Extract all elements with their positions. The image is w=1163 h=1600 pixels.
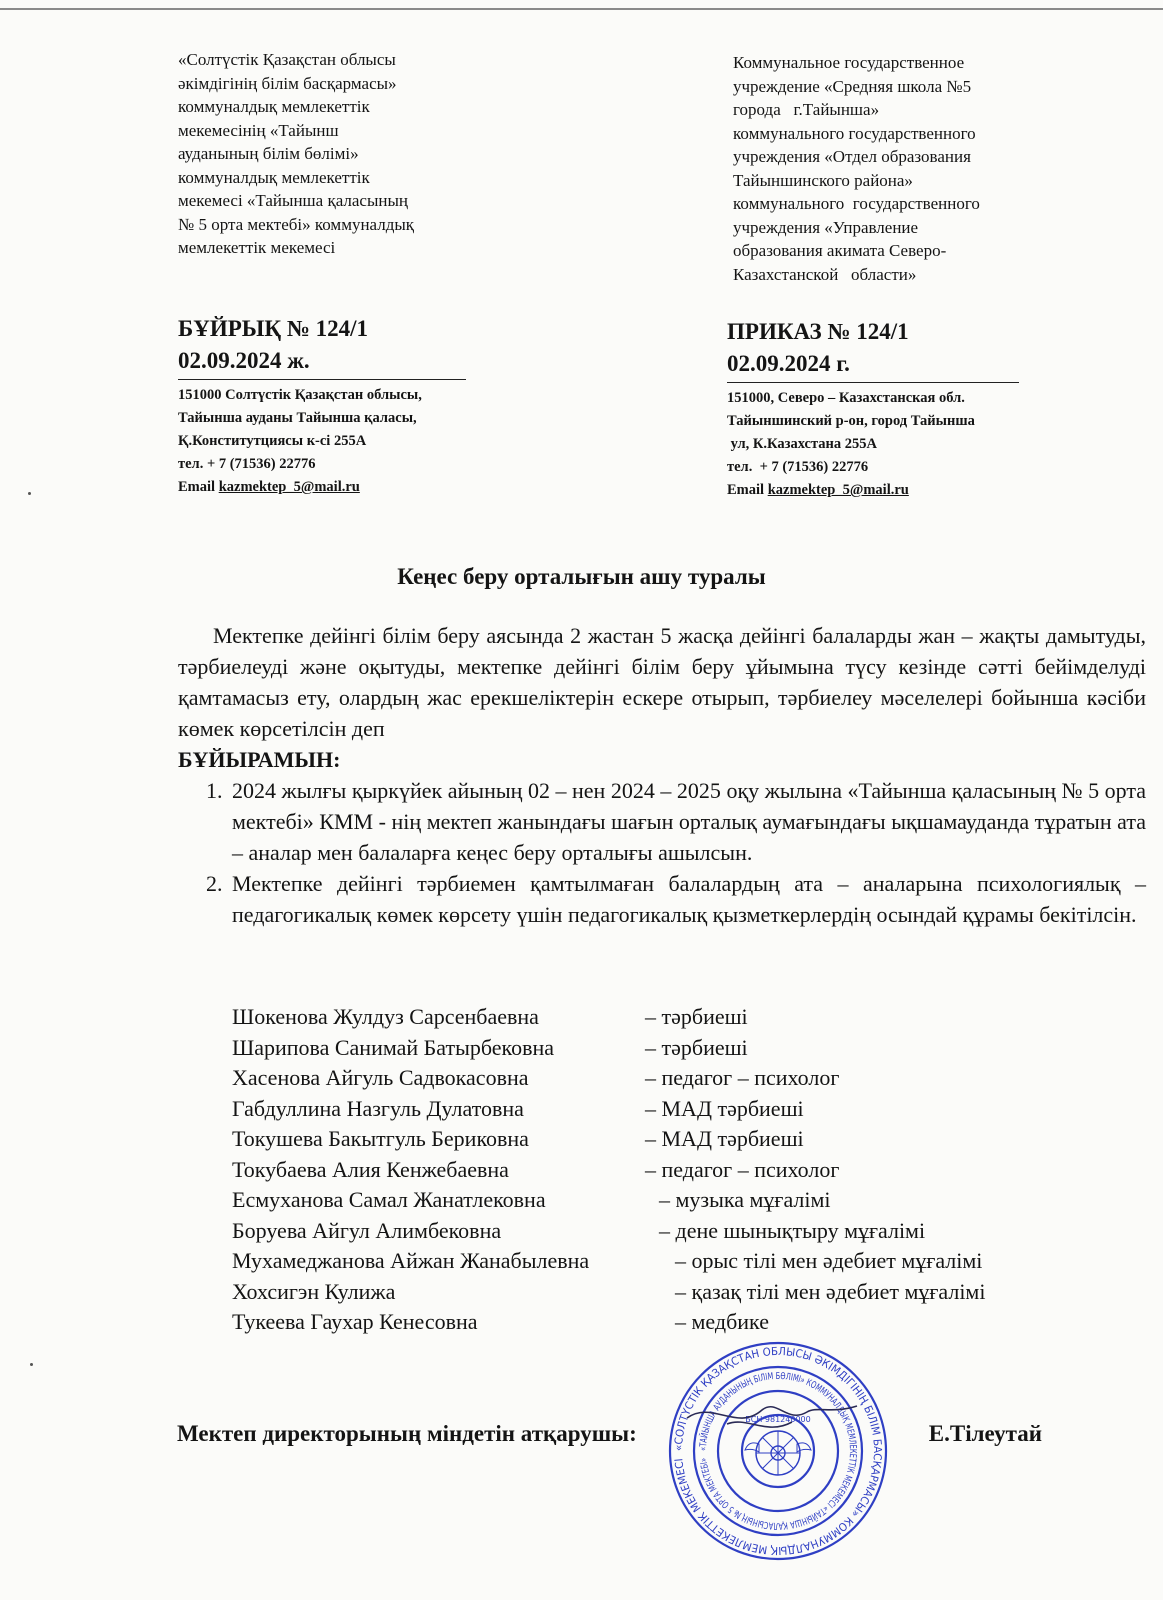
staff-name: Мухамеджанова Айжан Жанабылевна (232, 1248, 590, 1273)
email-label: Email (178, 479, 219, 495)
email-link-ru[interactable]: kazmektep_5@mail.ru (767, 482, 909, 498)
address-ru-line: тел. + 7 (71536) 22776 (727, 459, 869, 475)
staff-row (232, 1246, 985, 1277)
header-kz-line: мекемесі «Тайынша қаласының (178, 191, 409, 210)
staff-row (232, 1307, 985, 1338)
address-kz-line: Тайынша ауданы Тайынша қаласы, (178, 410, 417, 426)
staff-role: – МАД тәрбиеші (645, 1095, 804, 1121)
top-border-line (0, 8, 1163, 10)
header-ru-line: образования акимата Северо- (733, 241, 947, 260)
address-ru (727, 382, 1019, 502)
staff-role: – медбике (675, 1309, 769, 1334)
header-ru-line: коммунального государственного (733, 123, 976, 143)
staff-name: Шарипова Санимай Батырбековна (232, 1034, 555, 1060)
staff-row (232, 1094, 985, 1125)
staff-name: Шокенова Жулдуз Сарсенбаевна (232, 1004, 539, 1029)
header-ru-line: Казахстанской области» (733, 264, 917, 284)
signature-label: Мектеп директорының міндетін атқарушы: (177, 1421, 637, 1446)
header-ru-line: Коммунальное государственное (733, 53, 965, 72)
staff-name: Токушева Бакытгуль Бериковна (232, 1126, 529, 1151)
document-body (178, 620, 1146, 930)
order-kz-date: 02.09.2024 ж. (178, 348, 310, 373)
staff-row (232, 1033, 985, 1064)
emblem-icon (745, 1431, 811, 1475)
header-ru-line: города г.Тайынша» (733, 100, 880, 119)
address-kz-line: 151000 Солтүстік Қазақстан облысы, (178, 387, 422, 403)
staff-row (232, 1185, 985, 1216)
staff-row (232, 1124, 985, 1155)
staff-name: Хасенова Айгуль Садвокасовна (232, 1065, 529, 1090)
staff-role: – тәрбиеші (645, 1034, 748, 1060)
header-kz-line: әкімдігінің білім басқармасы» (178, 73, 397, 93)
header-kz-line: мекемесінің «Тайынш (178, 120, 339, 140)
address-kz (178, 379, 466, 499)
staff-role: – педагог – психолог (645, 1065, 840, 1090)
header-kz-line: «Солтүстік Қазақстан облысы (178, 50, 396, 69)
order-kz-title: БҰЙРЫҚ № 124/1 (178, 316, 369, 341)
staff-name: Хохсигэн Кулижа (232, 1278, 396, 1304)
command-word: БҰЙЫРАМЫН: (178, 747, 341, 772)
header-ru-line: учреждения «Управление (733, 217, 919, 237)
order-ru-date: 02.09.2024 г. (727, 351, 850, 376)
staff-row (232, 1216, 985, 1247)
header-kz-line: мемлекеттік мекемесі (178, 238, 336, 257)
intro-paragraph (178, 620, 1146, 775)
order-items-list (178, 775, 1146, 930)
stamp-outer-text: «СОЛТҮСТІК ҚАЗАҚСТАН ОБЛЫСЫ ӘКІМДІГІНІҢ БІЛІМ БАСҚАРМАСЫ» КОММУНАЛДЫҚ МЕМЛЕКЕТТІК МЕКЕМЕСІ (671, 1344, 885, 1558)
staff-role: – дене шынықтыру мұғалімі (659, 1217, 926, 1243)
official-stamp (667, 1340, 889, 1562)
email-link-kz[interactable]: kazmektep_5@mail.ru (218, 479, 360, 495)
staff-name: Есмуханова Самал Жанатлековна (232, 1187, 546, 1212)
header-kz-line: коммуналдық мемлекеттік (178, 97, 370, 116)
staff-row (232, 1277, 985, 1308)
staff-name: Тукеева Гаухар Кенесовна (232, 1309, 478, 1334)
order-item: 1. 2024 жылғы қыркүйек айының 02 – нен 2024 – 2025 оқу жылына «Тайынша қаласының № 5 орта мектебі» КММ - нің мектеп жанындағы шағын орталық аумағындағы ықшамауданда тұратын ата – аналар мен балаларға кеңес беру орталығы ашылсын. (228, 775, 1146, 868)
header-kz-line: № 5 орта мектебі» коммуналдық (178, 214, 415, 234)
scan-speck (28, 492, 31, 495)
address-ru-line: ул, К.Казахстана 255А (727, 436, 877, 452)
header-ru-organization (733, 51, 980, 286)
staff-role: – тәрбиеші (645, 1004, 748, 1029)
header-kz-line: ауданының білім бөлімі» (178, 144, 359, 163)
header-ru-line: коммунального государственного (733, 194, 980, 213)
header-ru-line: учреждения «Отдел образования (733, 147, 971, 166)
header-ru-line: учреждение «Средняя школа №5 (733, 76, 972, 96)
address-ru-line: Тайыншинский р-он, город Тайынша (727, 413, 975, 429)
staff-row (232, 1063, 985, 1094)
order-item: 2. Мектепке дейінгі тәрбиемен қамтылмаған балалардың ата – аналарына психологиялық – педагогикалық көмек көрсету үшін педагогикалық қызметкерлердің осындай құрамы бекітілсін. (228, 868, 1146, 930)
email-line-ru (727, 479, 1019, 502)
staff-name: Токубаева Алия Кенжебаевна (232, 1156, 509, 1182)
staff-name: Боруева Айгул Алимбековна (232, 1217, 502, 1243)
scan-speck (30, 1363, 33, 1366)
email-label: Email (727, 482, 768, 498)
staff-row (232, 1002, 985, 1033)
order-ru-block (727, 316, 909, 380)
intro-text: Мектепке дейінгі білім беру аясында 2 жастан 5 жасқа дейінгі балаларды жан – жақты дамытуды, тәрбиелеуді және оқытуды, мектепке дейінгі білім беру ұйымына түсу кезінде сәтті бейімделуді қамтамасыз ету, олардың жас ерекшеліктерін ескере отырып, тәрбиелеу мәселелері бойынша кәсіби көмек көрсетілсін деп (178, 623, 1146, 741)
staff-list (232, 1002, 985, 1338)
address-kz-line: Қ.Конститутциясы к-сі 255А (178, 433, 367, 449)
staff-role: – қазақ тілі мен әдебиет мұғалімі (675, 1278, 986, 1304)
document-title: Кеңес беру орталығын ашу туралы (397, 564, 766, 589)
staff-role: – педагог – психолог (645, 1156, 840, 1182)
staff-role: – музыка мұғалімі (659, 1187, 831, 1212)
staff-row (232, 1155, 985, 1186)
stamp-center-text: БСН 981240000 (745, 1415, 811, 1424)
address-ru-line: 151000, Северо – Казахстанская обл. (727, 390, 965, 406)
address-kz-line: тел. + 7 (71536) 22776 (178, 456, 316, 472)
email-line-kz (178, 476, 466, 499)
header-ru-line: Тайыншинского района» (733, 170, 913, 190)
signature-name: Е.Тілеутай (928, 1421, 1042, 1446)
staff-role: – орыс тілі мен әдебиет мұғалімі (675, 1248, 983, 1273)
order-kz-block (178, 313, 368, 377)
header-kz-line: коммуналдық мемлекеттік (178, 167, 370, 187)
staff-role: – МАД тәрбиеші (645, 1126, 804, 1151)
order-ru-title: ПРИКАЗ № 124/1 (727, 319, 909, 344)
header-kz-organization (178, 48, 414, 260)
stamp-inner-text: «ТАЙЫНША АУДАНЫНЫҢ БІЛІМ БӨЛІМІ» КОММУНАЛДЫҚ МЕМЛЕКЕТТІК МЕКЕМЕСІ «ТАЙЫНША ҚАЛАСЫНЫҢ № 5 ОРТА МЕКТЕБІ» (697, 1370, 859, 1532)
staff-name: Габдуллина Назгуль Дулатовна (232, 1095, 524, 1121)
